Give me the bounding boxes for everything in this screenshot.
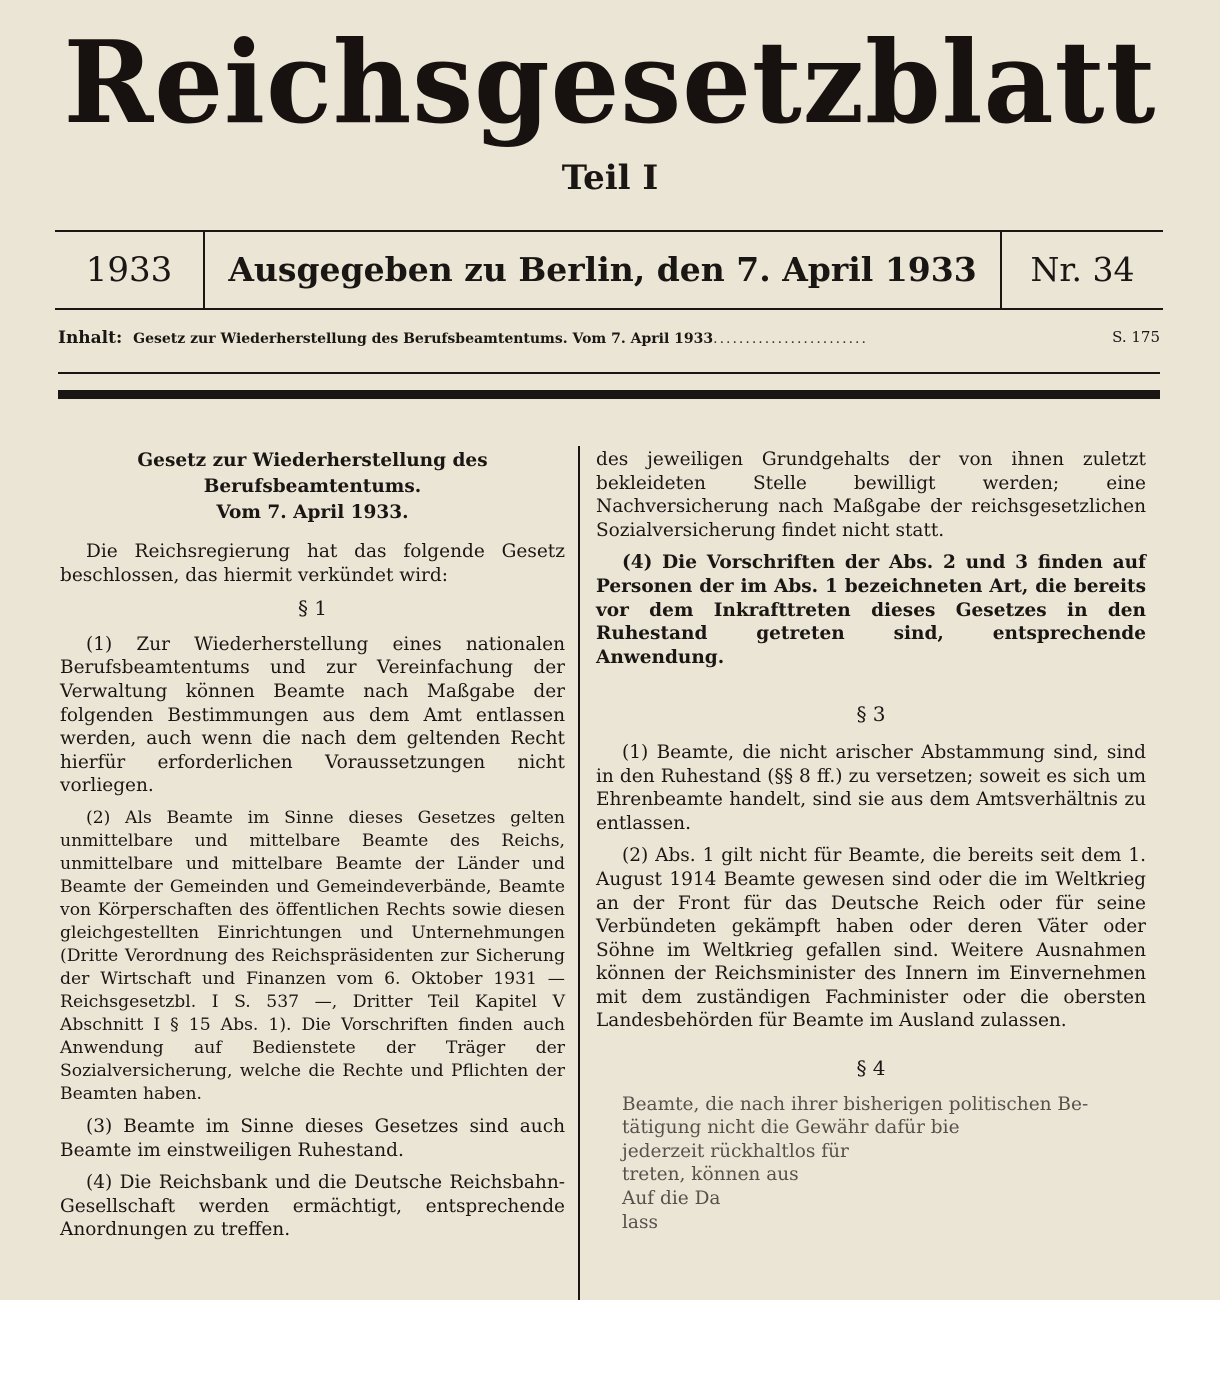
contents-line (58, 328, 1160, 348)
fragment-line: Beamte, die nach ihrer bisherigen politischen Be- (622, 1093, 1089, 1115)
law-date: Vom 7. April 1933. (216, 502, 409, 523)
section-3-para-1: (1) Beamte, die nicht arischer Abstammung sind, sind in den Ruhestand (§§ 8 ff.) zu versetzen; soweit es sich um Ehrenbeamte handelt, sind sie aus dem Amtsverhältnis zu entlassen. (596, 741, 1146, 834)
part-label: Teil I (561, 158, 659, 198)
contents-entry: Gesetz zur Wiederherstellung des Berufsbeamtentums. (133, 331, 568, 347)
contents-date: Vom 7. April 1933 (572, 331, 714, 347)
left-column (60, 448, 565, 1251)
section-1-para-4: (4) Die Reichsbank und die Deutsche Reichsbahn-Gesellschaft werden ermächtigt, entsprechende Anordnungen zu treffen. (60, 1172, 565, 1241)
contents-page: S. 175 (1112, 328, 1160, 346)
column-divider (578, 446, 580, 1300)
section-4-heading: § 4 (856, 1056, 886, 1081)
section-1-para-2: (2) Als Beamte im Sinne dieses Gesetzes gelten unmittelbare und mittelbare Beamte des Reichs, unmittelbare und mittelbare Beamte der Länder und Beamte der Gemeinden und Gemeindeverbände, Beamte von Körperschaften des öffentlichen Rechts sowie diesen gleichgestellten Einrichtungen und Unternehmungen (Dritte Verordnung des Reichspräsidenten zur Sicherung der Wirtschaft und Finanzen vom 6. Oktober 1931 — Reichsgesetzbl. I S. 537 —, Dritter Teil Kapitel V Abschnitt I § 15 Abs. 1). Die Vorschriften finden auch Anwendung auf Bedienstete der Träger der Sozialversicherung, welche die Rechte und Pflichten der Beamten haben. (60, 807, 565, 1104)
fragment-line: Auf die Da (622, 1188, 721, 1210)
fragment-line: treten, können aus (622, 1164, 799, 1186)
contents-dots: ........................ (713, 331, 868, 347)
fragment-line: jederzeit rückhaltlos für (622, 1140, 849, 1162)
fragment-line: lass (622, 1211, 658, 1233)
section-3-heading: § 3 (856, 702, 886, 727)
section-1-heading: § 1 (297, 596, 328, 621)
section-1-para-1: (1) Zur Wiederherstellung eines nationalen Berufsbeamtentums und zur Vereinfachung der Verwaltung können Beamte nach Maßgabe der folgenden Bestimmungen aus dem Amt entlassen werden, auch wenn die nach dem geltenden Recht hierfür erforderlichen Voraussetzungen nicht vorliegen. (60, 633, 565, 797)
section-4-fragment (596, 1093, 1146, 1235)
issue-number: Nr. 34 (1030, 250, 1135, 289)
preamble: Die Reichsregierung hat das folgende Gesetz beschlossen, das hiermit verkündet wird: (60, 541, 565, 586)
law-title: Gesetz zur Wiederherstellung des Berufsbeamtentums. (137, 450, 488, 497)
continued-text: des jeweiligen Grundgehalts der von ihnen zuletzt bekleideten Stelle bewilligt werden; eine Nachversicherung nach Maßgabe der reichsgesetzlichen Sozialversicherung findet nicht statt. (596, 449, 1146, 541)
rule-thick (58, 390, 1160, 399)
section-2-para-4: (4) Die Vorschriften der Abs. 2 und 3 finden auf Personen der im Abs. 1 bezeichneten Art, die bereits vor dem Inkrafttreten dieses Gesetzes in den Ruhestand getreten sind, entsprechende Anwendung. (596, 552, 1146, 668)
issue-year: 1933 (85, 250, 173, 290)
section-3-para-2: (2) Abs. 1 gilt nicht für Beamte, die bereits seit dem 1. August 1914 Beamte gewesen sind oder die im Weltkrieg an der Front für das Deutsche Reich oder für seine Verbündeten gekämpft haben oder deren Väter oder Söhne im Weltkrieg gefallen sind. Weitere Ausnahmen können der Reichsminister des Innern im Einvernehmen mit dem zuständigen Fachminister oder die obersten Landesbehörden für Beamte im Ausland zulassen. (596, 845, 1146, 1032)
fragment-line: tätigung nicht die Gewähr dafür bie (622, 1117, 960, 1139)
rule-thin (58, 372, 1160, 374)
masthead-title: Reichsgesetzblatt (63, 16, 1157, 150)
issue-place-date: Ausgegeben zu Berlin, den 7. April 1933 (228, 250, 977, 289)
contents-label: Inhalt: (58, 328, 123, 348)
issue-bar (55, 230, 1163, 310)
section-1-para-3: (3) Beamte im Sinne dieses Gesetzes sind auch Beamte im einstweiligen Ruhestand. (60, 1115, 565, 1161)
right-column (596, 448, 1146, 1234)
